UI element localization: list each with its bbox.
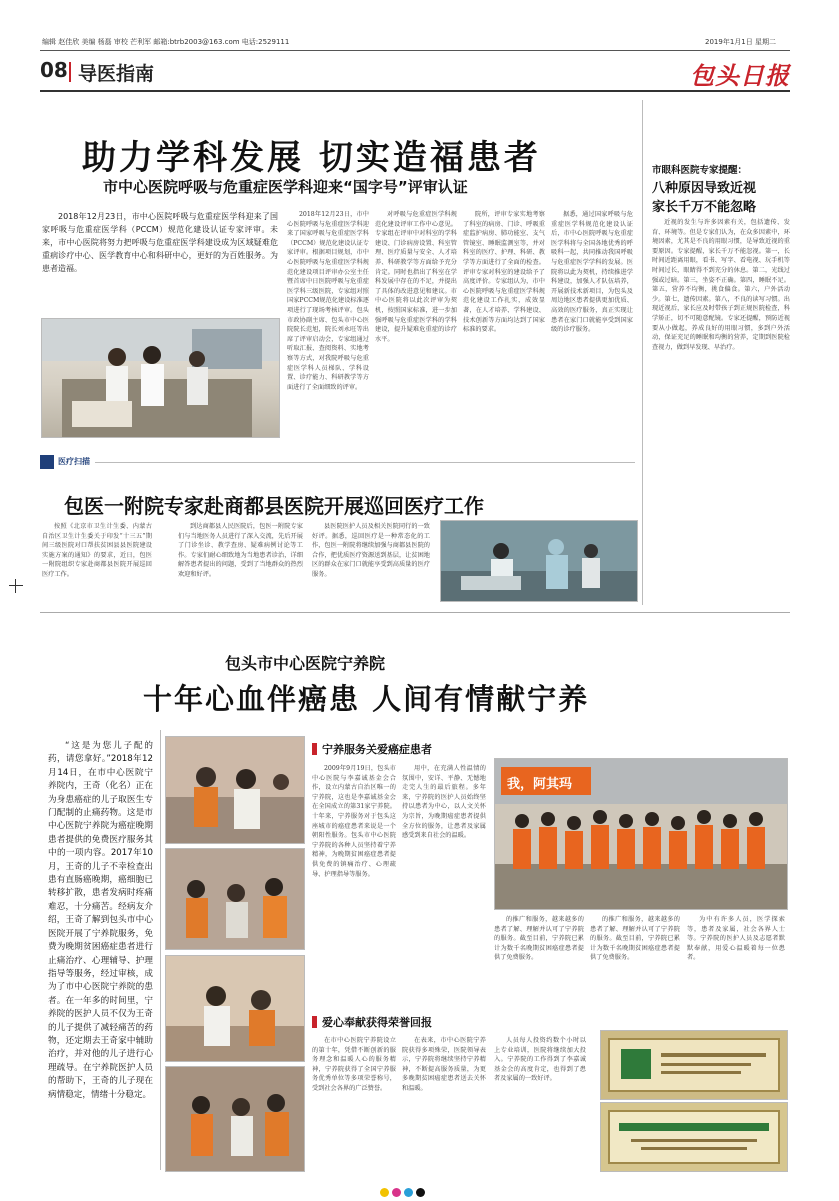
masthead-date: 2019年1月1日 星期二 (705, 38, 776, 46)
story2-title: 包医一附院专家赴商都县医院开展巡回医疗工作 (64, 494, 484, 518)
story1-subtitle: 市中心医院呼吸与危重症医学科迎来“国字号”评审认证 (103, 178, 468, 196)
story3-sub1-col3: 的推广和服务，越来越多的患者了解、理解并认可了宁养院的服务。截至目前，宁养院已累计为数千名晚期贫困癌症患者提供了免费服务。 (494, 916, 584, 962)
story1-col1: 2018年12月23日，市中心医院呼吸与危重症医学科迎来了国家呼吸与危重症医学科（PCCM）规范化建设认证专家评审。根据项目规划，市中心医院呼吸与危重症医学科规范化建设项目评审办公室主任暨首席中日医院呼吸与危重症医学科三级医院，专家组对照国家PCCM规范化建设标准逐项进行了现场考核评审。包头市政协副主席、包头市中心医院院长范旭，院长刘永旺等出席了评审启动会，专家组通过听取汇报、查阅资料、实地考察等方式，对我院呼吸与危重症医学科人员梯队、学科设置、诊疗能力、科研教学等方面进行了全面细致的评审。 (287, 211, 369, 391)
story3-sub2-col1: 在市中心医院宁养院设立的第十年，凭借不断创新的服务理念和温暖人心的服务精神，宁养院获得了全国宁养服务优秀单位等多项荣誉称号，受到社会各界的广泛赞誉。 (312, 1037, 396, 1092)
award-plaque-2 (600, 1102, 788, 1172)
award-plaque-1 (600, 1030, 788, 1100)
column-logo-text: 医疗扫描 (58, 457, 90, 466)
black-dot-icon (416, 1188, 425, 1197)
story1-photo (41, 318, 280, 438)
color-calibration-dots (380, 1182, 428, 1201)
story2-col2: 到达商都县人民医院后，包医一附院专家们与当地医务人员进行了深入交流，先后开展了门诊坐诊、教学查房、疑难病例讨论等工作。专家们耐心细致地为当地患者诊治，详细解答患者提出的问题，受到了当地群众的热烈欢迎和好评。 (178, 523, 303, 578)
page-number: 08 (40, 58, 68, 82)
story2-col3: 县医院医护人员及相关医院同行的一致好评。据悉，巡回医疗是一种常态化的工作，包医一附院将继续加强与商都县医院的合作，把优质医疗资源送到基层，让贫困地区的群众在家门口就能享受到高质量的医疗服务。 (312, 523, 430, 578)
story3-sub1-col3b: 的推广和服务，越来越多的患者了解、理解并认可了宁养院的服务。截至目前，宁养院已累计为数千名晚期贫困癌症患者提供了免费服务。 (590, 916, 680, 962)
hospital-logo-icon (40, 455, 54, 469)
story3-photo-1 (165, 736, 305, 844)
registration-mark-icon (9, 579, 23, 593)
story1-col4: 据悉，通过国家呼吸与危重症医学科规范化建设认证后，市中心医院呼吸与危重症医学科将与全国各地优秀的呼吸科一起，共同推动我国呼吸与危重症医学学科的发展。医院将以此为契机，持续推进学科建设，加强人才队伍培养，开展新技术新项目，为包头及周边地区患者提供更加优质、高效的医疗服务，真正实现让患者在家门口就能享受到国家级的诊疗服务。 (551, 211, 633, 334)
story3-photo-4 (165, 1066, 305, 1172)
yellow-dot-icon (380, 1188, 389, 1197)
story3-sub1-col4: 为中有许多人员，医学探索等，患者及家属，社会各界人士等。宁养院的医护人员及志愿者默默奉献，用爱心温暖着每一位患者。 (687, 916, 785, 962)
story3-title: 十年心血伴癌患 人间有情献宁养 (143, 682, 590, 716)
story1-lead: 2018年12月23日，市中心医院呼吸与危重症医学科迎来了国家呼吸与危重症医学科（PCCM）规范化建设认证专家评审。未来，市中心医院将努力把呼吸与危重症医学科建设成为区域疑难危重病诊疗中心、医学教育中心和科研中心，更好的为百姓服务。为患者造福。 (42, 212, 278, 273)
group-photo-banner-text: 我，阿其玛 (507, 777, 573, 792)
sidebar-title-line2: 八种原因导致近视 (652, 181, 757, 196)
paper-logo: 包头日报 (690, 61, 790, 90)
story1-col2: 对呼吸与危重症医学科规范化建设评审工作中心意见。专家组在评审中对科室的学科建设、门诊病房设置、科室管理、医疗质量与安全、人才培养、科研教学等方面给予充分肯定。同时也指出了科室在学科发展中存在的不足，并提出了具体的改进意见和建议。市中心医院将以此次评审为契机，按照国家标准，进一步加强呼吸与危重症医学科的学科建设，提升疑难危重症的诊疗水平。 (375, 211, 457, 343)
cyan-dot-icon (404, 1188, 413, 1197)
story3-left-column: “这是为您儿子配的药，请您拿好。”2018年12月14日，在市中心医院宁养院内，王奇（化名）正在为身患癌症的儿子取医生专门配制的止痛药物。这是市中心医院宁养院为癌症晚期患者提供的免费医疗服务其中的一项内容。2017年10月，王奇的儿子不幸检查出患有直肠癌晚期，癌细胞已转移扩散，患者发病时疼痛难忍，十分痛苦。经病友介绍，王奇了解到包头市中心医院开展了宁养院服务，免费为晚期贫困癌症患者进行止痛治疗、心理辅导、护理指导等服务，经过审核，成为了市中心医院宁养院的患者。在一年多的时间里，宁养院的医护人员不仅为王奇的儿子提供了减轻痛苦的药物，还定期去王奇家中辅助治疗，并对他的儿子进行心理疏导。在宁养院医护人员的帮助下，王奇的儿子现在病情稳定，情绪十分稳定。 (48, 741, 153, 1100)
story1-title: 助力学科发展 切实造福患者 (82, 138, 541, 178)
story3-sub1: 宁养服务关爱癌症患者 (322, 743, 432, 756)
sidebar-body: 近视的发生与许多因素有关，包括遗传、发育、环境等。但是专家们认为，在众多因素中，环境因素，尤其是不良的用眼习惯，是导致近视的重要原因。专家提醒，家长千万不能忽视。第一，长时间近距离用眼，看书、写字、看电视、玩手机等时间过长，眼睛得不到充分的休息。第二，光线过强或过暗。第三，坐姿不正确。第四，睡眠不足。第五，营养不均衡，挑食偏食。第六，户外活动少。第七，遗传因素。第八，不良的读写习惯。出现近视后，家长应及时带孩子到正规医院检查，科学矫正，切不可随意配镜。专家还提醒，预防近视要从小做起，养成良好的用眼习惯，多到户外活动，保证充足的睡眠和均衡的营养，定期到医院检查视力，做到早发现、早治疗。 (652, 219, 790, 351)
story3-kicker: 包头市中心医院宁养院 (225, 654, 386, 673)
story3-sub2: 爱心奉献获得荣誉回报 (322, 1016, 432, 1029)
story3-photo-3 (165, 955, 305, 1062)
story3-sub2-col3: 人员每人投资约数个小时以上专业培训，医院将继续加大投入。宁养院的工作得到了李嘉诚基金会的高度肯定，也得到了患者及家属的一致好评。 (494, 1037, 586, 1083)
sidebar-title-line1: 市眼科医院专家提醒： (652, 165, 748, 176)
story3-group-photo (494, 758, 788, 910)
sub2-marker (312, 1016, 317, 1028)
story3-sub1-col1: 2009年9月19日，包头市中心医院与李嘉诚基金会合作，设立内蒙古自治区唯一的宁养院，这也是李嘉诚基金会在全国成立的第31家宁养院。十年来，宁养服务对于包头这座城市的癌症患者来说是一个朝阳性服务。包头市中心医院宁养院的各种人员坚持着宁养精神，为晚期贫困癌症患者提供免费的镇痛治疗、心理疏导、护理指导等服务。 (312, 765, 396, 878)
story2-photo (440, 520, 638, 602)
story2-col1: 按照《北京市卫生计生委、内蒙古自治区卫生计生委关于印发“十三五”期间三级医院对口帮扶贫困县县医院建设实施方案的通知》的要求，近日，包医一附院组织专家赴商都县医院开展巡回医疗工作。 (42, 523, 152, 578)
story1-col3: 院所，评审专家实地考察了科室的病房、门诊、呼吸重症监护病房、肺功能室、支气管镜室、睡眠监测室等，并对科室的医疗、护理、科研、教学等方面进行了全面的检查。评审专家对科室的建设给予了高度评价。专家组认为，市中心医院呼吸与危重症医学科规范化建设工作扎实，成效显著，在人才培养、学科建设、技术创新等方面均达到了国家标准的要求。 (463, 211, 545, 334)
section-title: 导医指南 (78, 63, 155, 85)
magenta-dot-icon (392, 1188, 401, 1197)
story3-photo-2 (165, 848, 305, 950)
sub1-marker (312, 743, 317, 755)
sidebar-title-line3: 家长千万不能忽略 (652, 200, 757, 215)
masthead-editors: 编辑 赵佳欣 美编 杨磊 审校 芒利军 邮箱:btrb2003@163.com 电话:2529111 (42, 38, 290, 46)
story3-sub1-col2: 用中，在充满人性温情的氛围中，安详、平静、无憾地走完人生的最后旅程。多年来，宁养院的医护人员始终坚持以患者为中心，以人文关怀为宗旨，为晚期癌症患者提供全方位的服务，让患者及家属感受到来自社会的温暖。 (402, 765, 486, 840)
story3-sub2-col2: 在表来，市中心医院宁养院获得多项殊荣，医院领导表示，宁养院将继续坚持宁养精神，不断提高服务质量，为更多晚期贫困癌症患者送去关怀和温暖。 (402, 1037, 486, 1092)
section-divider (69, 62, 71, 82)
